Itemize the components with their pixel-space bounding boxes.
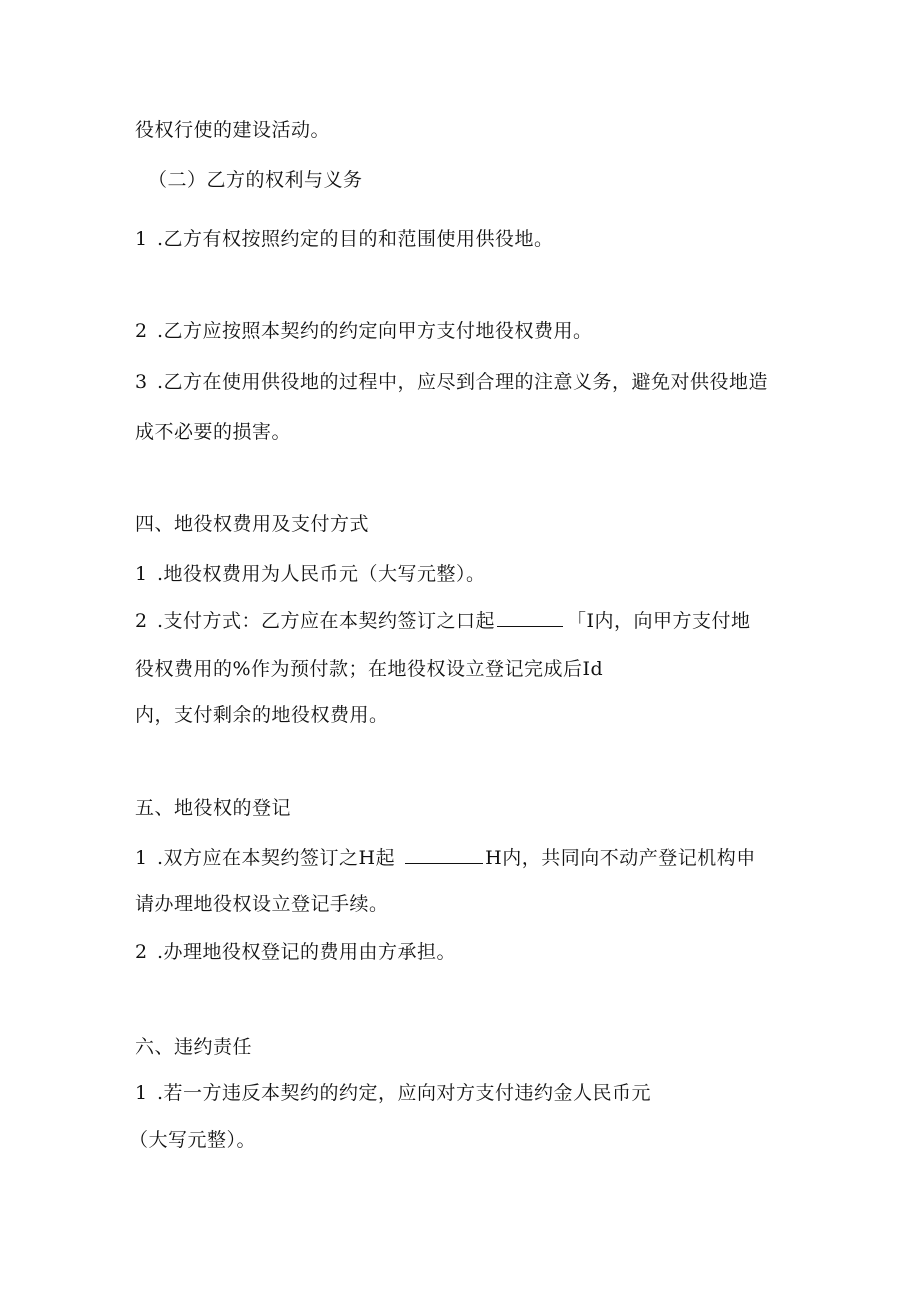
text: 「I内，向甲方支付地: [567, 610, 751, 632]
section-heading-rights-party-b: [148, 167, 363, 193]
item-number: 1: [135, 847, 148, 869]
text: .支付方式：乙方应在本契约签订之口起: [157, 610, 496, 632]
text: 请办理地役权设立登记手续。: [135, 893, 389, 915]
paragraph-line: [135, 419, 291, 445]
item-number: 1: [135, 563, 148, 585]
list-item: [135, 226, 554, 252]
paragraph-line: [129, 1127, 256, 1153]
fill-blank: [497, 608, 563, 627]
list-item: [135, 318, 593, 344]
list-item: [135, 561, 486, 587]
text: 成不必要的损害。: [135, 421, 292, 443]
text: .乙方应按照本契约的约定向甲方支付地役权费用。: [157, 320, 593, 342]
list-item: [135, 608, 751, 634]
text: 六、违约责任: [135, 1036, 253, 1058]
text: H内，共同向不动产登记机构申: [485, 847, 756, 869]
item-number: 2: [135, 941, 148, 963]
text: .办理地役权登记的费用由方承担。: [157, 941, 457, 963]
item-number: 1: [135, 228, 148, 250]
text: 役权行使的建设活动。: [135, 119, 331, 141]
text: .若一方违反本契约的约定，应向对方支付违约金人民币元: [157, 1082, 652, 1104]
text: 役权费用的%作为预付款；在地役权设立登记完成后Id: [135, 658, 604, 680]
list-item: [135, 1080, 651, 1106]
text: 五、地役权的登记: [135, 797, 292, 819]
list-item: [135, 845, 756, 871]
item-number: 2: [135, 320, 148, 342]
text: .双方应在本契约签订之H起: [157, 847, 396, 869]
paragraph-line: [135, 656, 603, 682]
section-heading-registration: [135, 795, 291, 821]
paragraph-line: [135, 117, 330, 143]
text: 内，支付剩余的地役权费用。: [135, 704, 389, 726]
list-item: [135, 369, 768, 395]
text: （大写元整）。: [129, 1129, 257, 1151]
list-item: [135, 939, 456, 965]
text: （二）乙方的权利与义务: [148, 169, 363, 191]
paragraph-line: [135, 702, 389, 728]
text: .地役权费用为人民币元（大写元整）。: [157, 563, 486, 585]
text: 四、地役权费用及支付方式: [135, 513, 370, 535]
section-heading-breach: [135, 1034, 252, 1060]
text: .乙方有权按照约定的目的和范围使用供役地。: [157, 228, 554, 250]
item-number: 1: [135, 1082, 148, 1104]
item-number: 3: [135, 371, 148, 393]
item-number: 2: [135, 610, 148, 632]
fill-blank: [405, 845, 483, 864]
paragraph-line: [135, 891, 389, 917]
text: .乙方在使用供役地的过程中，应尽到合理的注意义务，避免对供役地造: [157, 371, 769, 393]
section-heading-fees: [135, 511, 369, 537]
